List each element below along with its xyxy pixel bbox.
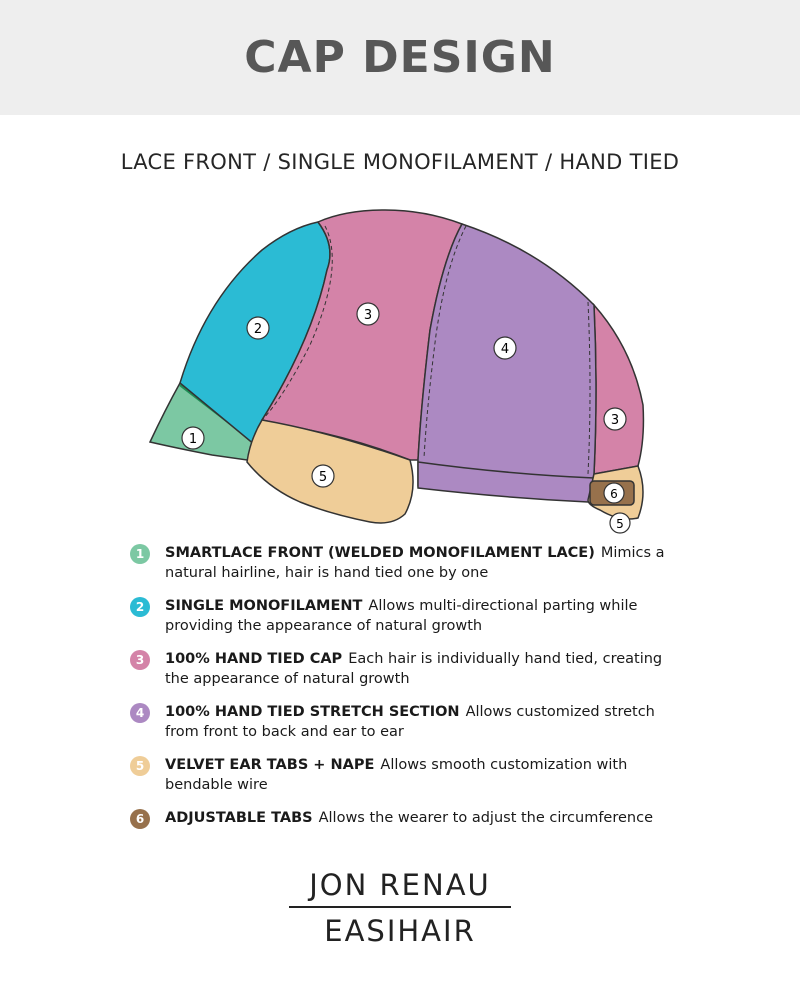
legend-description: Allows the wearer to adjust the circumference bbox=[318, 810, 653, 826]
zone-3-hand-tied-back bbox=[594, 305, 643, 474]
legend-number-badge: 2 bbox=[130, 597, 150, 617]
legend-item-5 bbox=[130, 755, 690, 795]
legend-item-6 bbox=[130, 808, 690, 828]
brand-subname: EASIHAIR bbox=[324, 914, 476, 948]
legend-description: Mimics a natural hairline, hair is hand tied one by one bbox=[165, 545, 665, 581]
legend-item-2 bbox=[130, 596, 690, 636]
cap-type-subtitle: LACE FRONT / SINGLE MONOFILAMENT / HAND TIED bbox=[120, 150, 680, 174]
legend bbox=[130, 543, 690, 841]
page-title: CAP DESIGN bbox=[244, 32, 556, 83]
brand-logo bbox=[0, 868, 800, 948]
diagram-label-3-front bbox=[357, 303, 379, 325]
diagram-label-3-back bbox=[604, 408, 626, 430]
svg-text:6: 6 bbox=[610, 487, 618, 501]
legend-number-badge: 6 bbox=[130, 809, 150, 829]
svg-text:5: 5 bbox=[318, 470, 328, 485]
diagram-label-5-ear bbox=[312, 465, 334, 487]
legend-item-3 bbox=[130, 649, 690, 689]
svg-text:3: 3 bbox=[363, 308, 373, 323]
legend-title: SMARTLACE FRONT (WELDED MONOFILAMENT LACE) bbox=[165, 545, 595, 561]
diagram-label-6 bbox=[604, 483, 624, 503]
diagram-label-4 bbox=[494, 337, 516, 359]
svg-text:5: 5 bbox=[616, 517, 624, 531]
legend-title: 100% HAND TIED STRETCH SECTION bbox=[165, 704, 460, 720]
legend-title: ADJUSTABLE TABS bbox=[165, 810, 313, 826]
legend-description: Allows smooth customization with bendable wire bbox=[165, 757, 628, 793]
diagram-label-5-nape bbox=[610, 513, 630, 533]
legend-description: Each hair is individually hand tied, creating the appearance of natural growth bbox=[165, 651, 663, 687]
legend-item-1 bbox=[130, 543, 690, 583]
brand-divider bbox=[289, 906, 511, 908]
legend-title: VELVET EAR TABS + NAPE bbox=[165, 757, 375, 773]
legend-description: Allows customized stretch from front to back and ear to ear bbox=[165, 704, 655, 740]
diagram-label-1 bbox=[182, 427, 204, 449]
svg-text:3: 3 bbox=[610, 413, 620, 428]
svg-text:4: 4 bbox=[500, 342, 510, 357]
cap-diagram bbox=[0, 200, 800, 540]
svg-text:1: 1 bbox=[188, 432, 198, 447]
svg-text:2: 2 bbox=[253, 322, 263, 337]
brand-name: JON RENAU bbox=[309, 868, 491, 902]
legend-title: SINGLE MONOFILAMENT bbox=[165, 598, 363, 614]
diagram-label-2 bbox=[247, 317, 269, 339]
cap-diagram-svg bbox=[0, 200, 800, 540]
legend-number-badge: 1 bbox=[130, 544, 150, 564]
zone-4-stretch-section bbox=[418, 224, 596, 500]
legend-description: Allows multi-directional parting while providing the appearance of natural growth bbox=[165, 598, 638, 634]
legend-item-4 bbox=[130, 702, 690, 742]
header-band bbox=[0, 0, 800, 115]
legend-number-badge: 3 bbox=[130, 650, 150, 670]
legend-number-badge: 4 bbox=[130, 703, 150, 723]
legend-title: 100% HAND TIED CAP bbox=[165, 651, 343, 667]
legend-number-badge: 5 bbox=[130, 756, 150, 776]
